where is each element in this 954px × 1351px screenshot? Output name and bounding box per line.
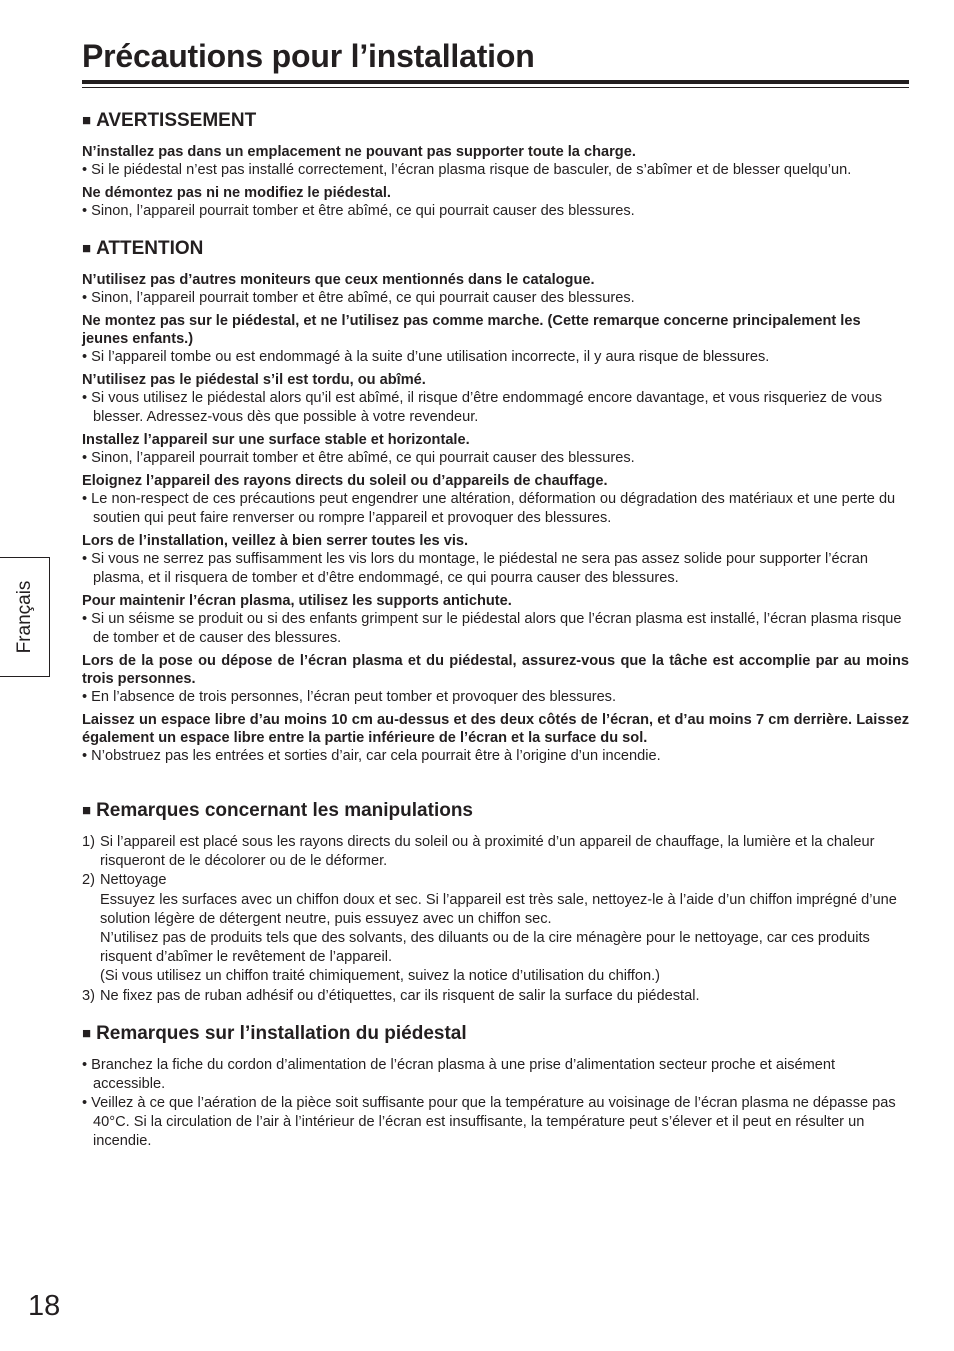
- bullet-icon: •: [82, 491, 88, 507]
- installation-notes-heading-text: Remarques sur l’installation du piédestal: [96, 1022, 467, 1044]
- square-bullet-icon: ■: [82, 112, 92, 129]
- warning-item-head: Ne démontez pas ni ne modifiez le piédestal.: [82, 185, 391, 201]
- warning-item: [82, 184, 909, 221]
- caution-item-bullet: • Si un séisme se produit ou si des enfants grimpent sur le piédestal alors que l’écran plasma est installé, l’écran plasma risque de tomber et de causer des blessures.: [82, 611, 902, 646]
- caution-item: [82, 652, 909, 707]
- bullet-icon: •: [82, 450, 88, 466]
- caution-item: [82, 371, 909, 427]
- handling-heading-text: Remarques concernant les manipulations: [96, 800, 474, 821]
- handling-item: 1) Si l’appareil est placé sous les rayons directs du soleil ou à proximité d’un appareil de chauffage, la lumière et la chaleur risqueront de le décolorer ou de le déformer.: [82, 834, 875, 870]
- caution-item: [82, 431, 909, 468]
- caution-item-head: Lors de l’installation, veillez à bien serrer toutes les vis.: [82, 533, 469, 549]
- bullet-icon: •: [82, 748, 88, 764]
- installation-note-bullet: • Veillez à ce que l’aération de la pièce soit suffisante pour que la température au voisinage de l’écran plasma ne dépasse pas 40°C. Si la circulation de l’air à l’intérieur de l’écran est insuffisante, la température peut s’élever et il peut en résulter un incendie.: [82, 1094, 896, 1149]
- page-number: 18: [28, 1290, 61, 1322]
- caution-item-bullet: • En l’absence de trois personnes, l’écran peut tomber et provoquer des blessures.: [82, 689, 617, 705]
- caution-item-bullet: • Si vous ne serrez pas suffisamment les vis lors du montage, le piédestal ne sera pas assez solide pour supporter l’écran plasma, et il risquera de tomber et d’être endommagé, ce qui pourra causer des blessures.: [82, 551, 869, 586]
- caution-item-head: Installez l’appareil sur une surface stable et horizontale.: [82, 432, 470, 448]
- caution-item: [82, 472, 909, 528]
- caution-item: [82, 592, 909, 648]
- handling-sub-paragraph: Essuyez les surfaces avec un chiffon doux et sec. Si l’appareil est très sale, nettoyez-le à l’aide d’un chiffon imprégné d’une solution légère de détergent neutre, puis essuyez avec un chiffon sec.: [100, 891, 897, 927]
- caution-item-bullet: • Si l’appareil tombe ou est endommagé à la suite d’une utilisation incorrecte, il y aura risque de blessures.: [82, 349, 770, 365]
- installation-notes-heading: [82, 1021, 909, 1048]
- handling-item-number: 3): [82, 987, 95, 1004]
- caution-item: [82, 312, 909, 367]
- page-content: [82, 108, 909, 1166]
- caution-item-bullet: • N’obstruez pas les entrées et sorties d’air, car cela pourrait être à l’origine d’un incendie.: [82, 748, 661, 764]
- bullet-icon: •: [82, 1056, 88, 1073]
- caution-heading-text: ATTENTION: [96, 238, 204, 259]
- square-bullet-icon: ■: [82, 1024, 92, 1042]
- installation-note-bullet: • Branchez la fiche du cordon d’alimentation de l’écran plasma à une prise d’alimentation secteur proche et aisément accessible.: [82, 1056, 836, 1092]
- caution-item-head: Eloignez l’appareil des rayons directs du soleil ou d’appareils de chauffage.: [82, 473, 608, 489]
- language-tab: [0, 557, 50, 677]
- caution-section: [82, 236, 909, 766]
- caution-item-bullet: • Si vous utilisez le piédestal alors qu’il est abîmé, il risque d’être endommagé encore davantage, et vous risqueriez de vous blesser. Adressez-vous dès que possible à votre revendeur.: [82, 390, 883, 425]
- bullet-icon: •: [82, 1094, 88, 1111]
- warning-section: [82, 108, 909, 221]
- bullet-icon: •: [82, 290, 88, 306]
- caution-item: [82, 532, 909, 588]
- bullet-icon: •: [82, 390, 88, 406]
- language-tab-label: Français: [13, 580, 35, 654]
- caution-item: [82, 271, 909, 308]
- caution-item-head: Pour maintenir l’écran plasma, utilisez les supports antichute.: [82, 593, 512, 609]
- bullet-icon: •: [82, 349, 88, 365]
- page-title: Précautions pour l’installation: [82, 38, 535, 74]
- caution-item-bullet: • Le non-respect de ces précautions peut engendrer une altération, déformation ou dégradation des matériaux et une perte du soutien qui peut faire renverser ou rompre l’appareil et provoquer des blessures.: [82, 491, 896, 526]
- handling-item: 3) Ne fixez pas de ruban adhésif ou d’étiquettes, car ils risquent de salir la surface du piédestal.: [82, 987, 909, 1006]
- handling-item-number: 2): [82, 872, 95, 889]
- warning-item: [82, 143, 909, 180]
- handling-heading: [82, 798, 909, 825]
- warning-heading-text: AVERTISSEMENT: [96, 110, 257, 131]
- handling-section: [82, 798, 909, 1006]
- warning-item-bullet: • Sinon, l’appareil pourrait tomber et être abîmé, ce qui pourrait causer des blessures.: [82, 203, 635, 219]
- caution-item-head: Ne montez pas sur le piédestal, et ne l’utilisez pas comme marche. (Cette remarque concerne principalement les jeunes enfants.): [82, 313, 861, 347]
- caution-heading: [82, 236, 909, 263]
- warning-item-bullet: • Si le piédestal n’est pas installé correctement, l’écran plasma risque de basculer, de s’abîmer et de blesser quelqu’un.: [82, 162, 852, 178]
- bullet-icon: •: [82, 689, 88, 705]
- bullet-icon: •: [82, 611, 88, 627]
- warning-heading: [82, 108, 909, 135]
- title-rule-thin: [82, 87, 909, 88]
- bullet-icon: •: [82, 162, 88, 178]
- bullet-icon: •: [82, 551, 88, 567]
- square-bullet-icon: ■: [82, 802, 92, 819]
- caution-item: [82, 711, 909, 766]
- handling-item-number: 1): [82, 834, 95, 850]
- caution-item-head: N’utilisez pas d’autres moniteurs que ceux mentionnés dans le catalogue.: [82, 272, 595, 288]
- handling-item: 2) Nettoyage: [82, 871, 909, 890]
- caution-item-bullet: • Sinon, l’appareil pourrait tomber et être abîmé, ce qui pourrait causer des blessures.: [82, 450, 635, 466]
- caution-item-head: Laissez un espace libre d’au moins 10 cm au-dessus et des deux côtés de l’écran, et d’au moins 7 cm derrière. Laissez également un espace libre entre la partie inférieure de l’écran et la surface du sol.: [82, 712, 909, 746]
- warning-item-head: N’installez pas dans un emplacement ne pouvant pas supporter toute la charge.: [82, 144, 636, 160]
- title-rule: [82, 80, 909, 84]
- caution-item-bullet: • Sinon, l’appareil pourrait tomber et être abîmé, ce qui pourrait causer des blessures.: [82, 290, 635, 306]
- square-bullet-icon: ■: [82, 240, 92, 257]
- handling-sub-paragraph: N’utilisez pas de produits tels que des solvants, des diluants ou de la cire ménagère pour le nettoyage, car ces produits risquent d’abîmer le revêtement de l’appareil.: [100, 930, 870, 966]
- bullet-icon: •: [82, 203, 88, 219]
- caution-item-head: N’utilisez pas le piédestal s’il est tordu, ou abîmé.: [82, 372, 426, 388]
- handling-sub-paragraph: (Si vous utilisez un chiffon traité chimiquement, suivez la notice d’utilisation du chiffon.): [100, 968, 660, 985]
- caution-item-head: Lors de la pose ou dépose de l’écran plasma et du piédestal, assurez-vous que la tâche est accomplie par au moins trois personnes.: [82, 653, 909, 687]
- installation-notes-section: [82, 1021, 909, 1151]
